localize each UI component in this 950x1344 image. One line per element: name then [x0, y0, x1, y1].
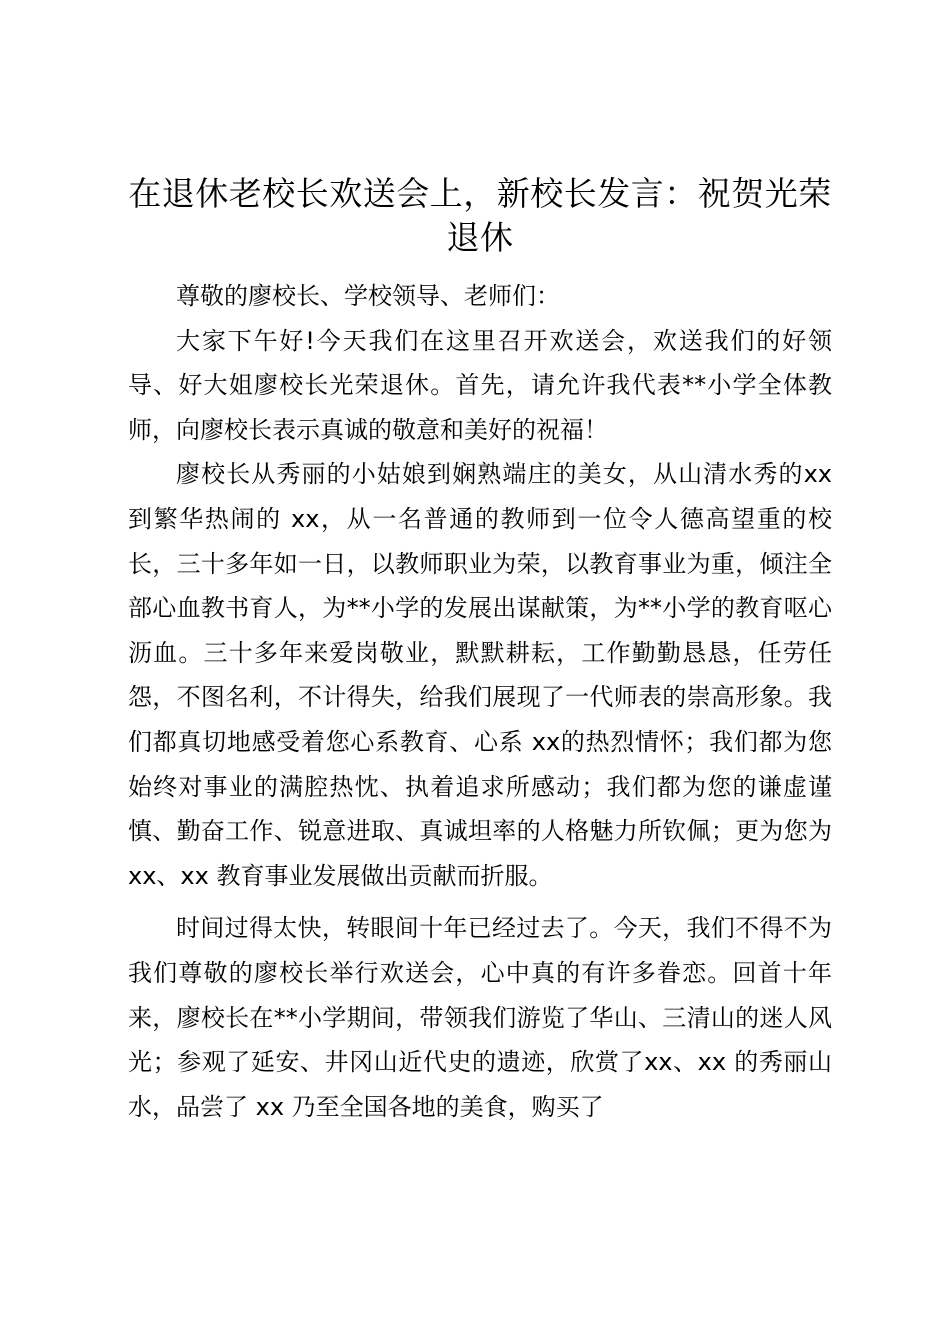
salutation-paragraph: 尊敬的廖校长、学校领导、老师们：: [176, 282, 560, 310]
tribute-paragraph: 廖校长从秀丽的小姑娘到娴熟端庄的美女，从山清水秀的xx 到繁华热闹的 xx，从一名普通的教师到一位令人德高望重的校长，三十多年如一日，以教师职业为荣，以教育事业为重，倾注全部心血教书育人，为**小学的发展出谋献策，为**小学的教育呕心沥血。三十多年来爱岗敬业，默默耕耘，工作勤勤恳恳，任劳任怨，不图名利，不计得失，给我们展现了一代师表的崇高形象。我们都真切地感受着您心系教育、心系 xx的热烈情怀；我们都为您始终对事业的满腔热忱、执着追求所感动；我们都为您的谦虚谨慎、勤奋工作、锐意进取、真诚坦率的人格魅力所钦佩；更为您为 xx、xx 教育事业发展做出贡献而折服。: [128, 460, 832, 890]
document-title: 在退休老校长欢送会上，新校长发言：祝贺光荣退休: [128, 174, 832, 257]
document-page: [128, 172, 832, 1129]
memories-paragraph: 时间过得太快，转眼间十年已经过去了。今天，我们不得不为我们尊敬的廖校长举行欢送会，心中真的有许多眷恋。回首十年来，廖校长在**小学期间，带领我们游览了华山、三清山的迷人风光；参观了延安、井冈山近代史的遗迹，欣赏了xx、xx 的秀丽山水，品尝了 xx 乃至全国各地的美食，购买了: [128, 914, 832, 1121]
greeting-paragraph: 大家下午好!今天我们在这里召开欢送会，欢送我们的好领导、好大姐廖校长光荣退休。首先，请允许我代表**小学全体教师，向廖校长表示真诚的敬意和美好的祝福！: [128, 326, 832, 444]
